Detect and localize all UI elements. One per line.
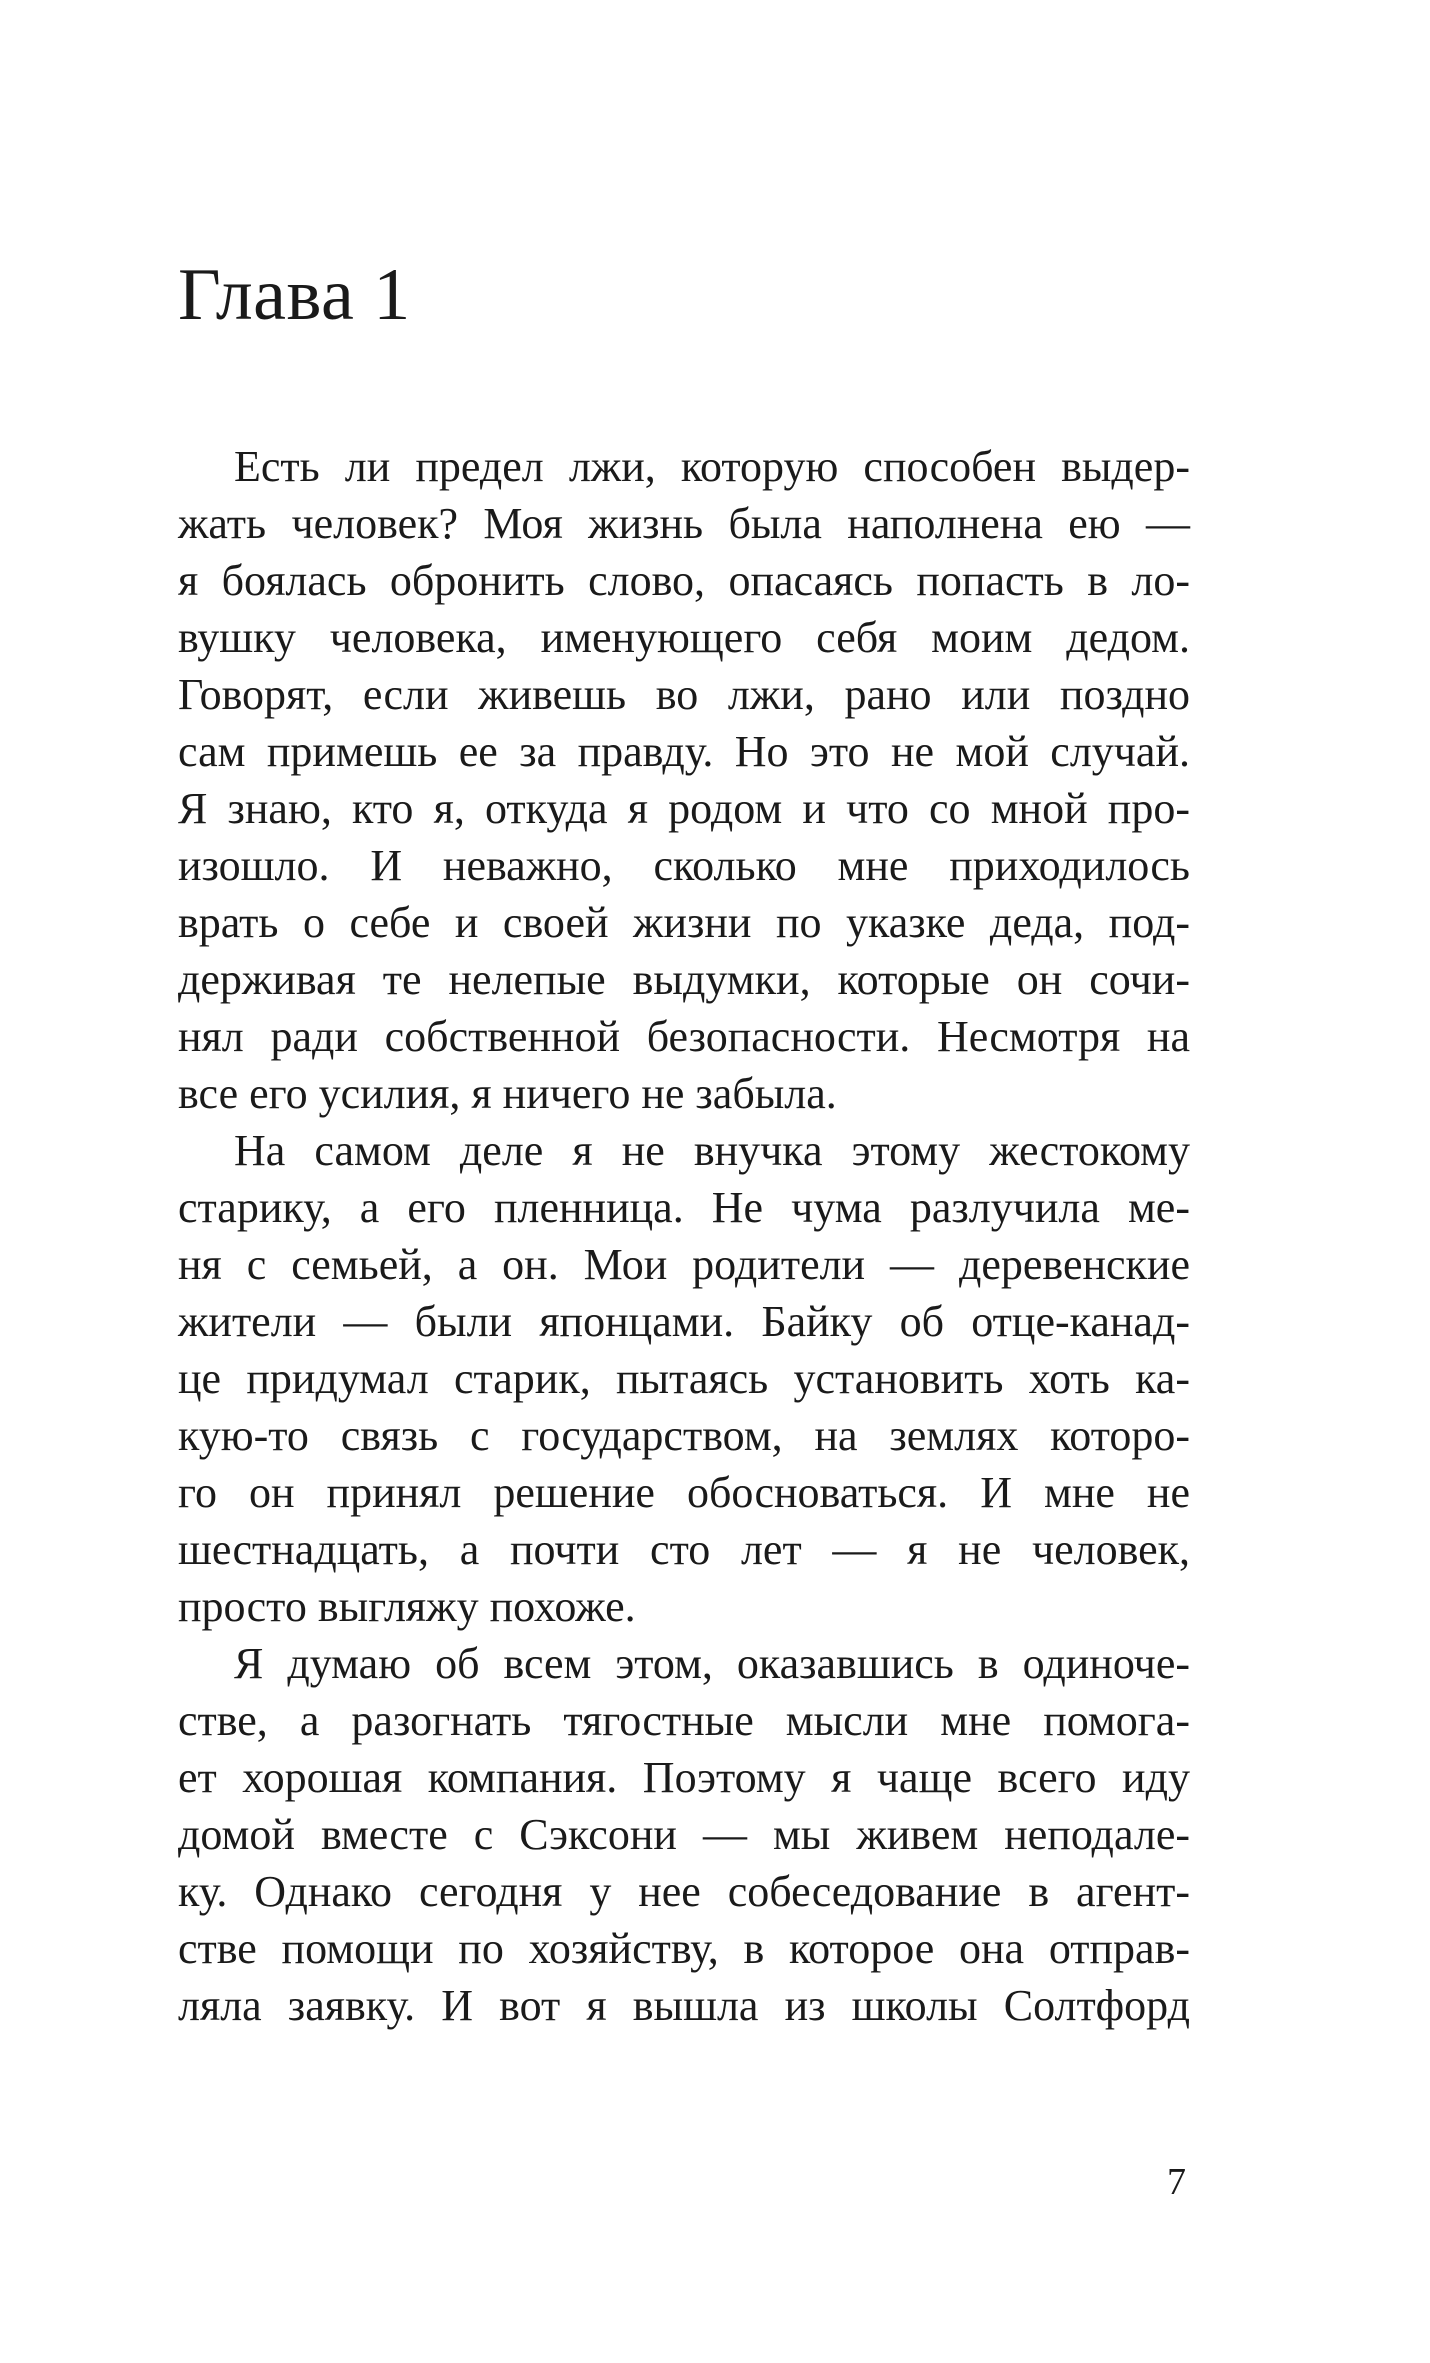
page-number: 7 — [1167, 2161, 1186, 2203]
paragraph-2 — [178, 1122, 1190, 1635]
text-line: изошло. И неважно, сколько мне приходилось — [178, 841, 1190, 890]
text-line: Я знаю, кто я, откуда я родом и что со мной про- — [178, 784, 1190, 833]
text-line: стве помощи по хозяйству, в которое она отправ- — [178, 1924, 1190, 1973]
text-line: ляла заявку. И вот я вышла из школы Солтфорд — [178, 1981, 1190, 2030]
text-line: все его усилия, я ничего не забыла. — [178, 1069, 837, 1118]
text-line: кую-то связь с государством, на землях которо- — [178, 1411, 1190, 1460]
text-line: домой вместе с Сэксони — мы живем неподале- — [178, 1810, 1190, 1859]
body-text — [178, 438, 1190, 2034]
text-line: я боялась обронить слово, опасаясь попасть в ло- — [178, 556, 1190, 605]
text-line: ку. Однако сегодня у нее собеседование в агент- — [178, 1867, 1190, 1916]
text-line: жать человек? Моя жизнь была наполнена ею — — [178, 499, 1190, 548]
chapter-title: Глава 1 — [178, 254, 411, 336]
text-line: Есть ли предел лжи, которую способен выдер- — [234, 442, 1190, 491]
text-line: це придумал старик, пытаясь установить хоть ка- — [178, 1354, 1190, 1403]
text-line: нял ради собственной безопасности. Несмотря на — [178, 1012, 1190, 1061]
text-line: го он принял решение обосноваться. И мне не — [178, 1468, 1190, 1517]
text-line: стве, а разогнать тягостные мысли мне помога- — [178, 1696, 1190, 1745]
text-line: старику, а его пленница. Не чума разлучила ме- — [178, 1183, 1190, 1232]
text-line: На самом деле я не внучка этому жестокому — [234, 1126, 1190, 1175]
text-line: Я думаю об всем этом, оказавшись в одиноче- — [234, 1639, 1190, 1688]
text-line: врать о себе и своей жизни по указке деда, под- — [178, 898, 1190, 947]
text-line: ет хорошая компания. Поэтому я чаще всего иду — [178, 1753, 1190, 1802]
text-line: просто выгляжу похоже. — [178, 1582, 636, 1631]
text-line: держивая те нелепые выдумки, которые он сочи- — [178, 955, 1190, 1004]
text-line: сам примешь ее за правду. Но это не мой случай. — [178, 727, 1190, 776]
paragraph-3 — [178, 1635, 1190, 2034]
text-line: жители — были японцами. Байку об отце-канад- — [178, 1297, 1190, 1346]
text-line: Говорят, если живешь во лжи, рано или поздно — [178, 670, 1190, 719]
text-line: ня с семьей, а он. Мои родители — деревенские — [178, 1240, 1190, 1289]
paragraph-1 — [178, 438, 1190, 1122]
text-line: вушку человека, именующего себя моим дедом. — [178, 613, 1190, 662]
text-line: шестнадцать, а почти сто лет — я не человек, — [178, 1525, 1190, 1574]
